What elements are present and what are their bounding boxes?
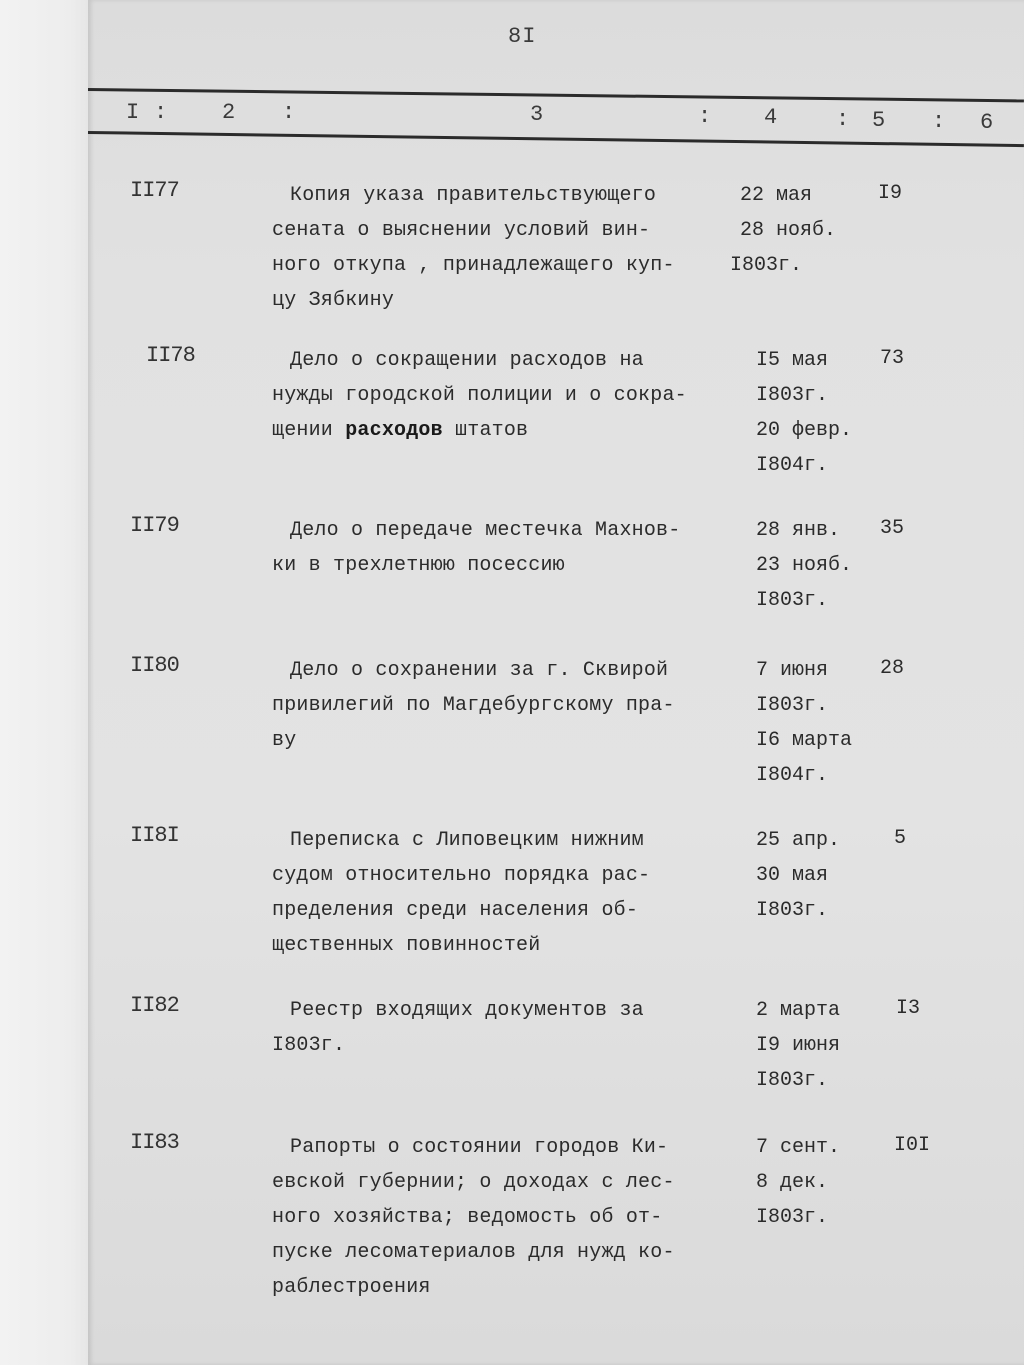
date-line: I803г.: [756, 1206, 829, 1229]
entry-description: [290, 1130, 770, 1165]
entry-sheet-count: 35: [880, 517, 905, 540]
entry-dates: [756, 1130, 896, 1235]
entry-dates: [756, 653, 896, 793]
description-line: Дело о передаче местечка Махнов-: [290, 519, 681, 542]
entry-number: II79: [130, 513, 179, 538]
description-line: Дело о сокращении расходов на: [290, 349, 644, 372]
column-header-5: 5: [872, 108, 886, 133]
entry-number: II83: [130, 1130, 179, 1155]
description-line: Реестр входящих документов за: [290, 999, 644, 1022]
date-line: 7 июня: [756, 659, 829, 682]
date-line: 22 мая: [740, 184, 813, 207]
entry-sheet-count: I3: [896, 997, 921, 1020]
description-line: Копия указа правительствующего: [290, 184, 657, 207]
adjacent-page-edge: [0, 0, 88, 1365]
entry-description-cont: [272, 548, 752, 583]
column-separator: :: [698, 104, 712, 129]
entry-description-cont: [272, 688, 752, 758]
entry-number: II77: [130, 178, 179, 203]
date-line: I803г.: [730, 254, 803, 277]
description-fragment: щении: [272, 419, 334, 442]
description-line: евской губернии; о доходах с лес-: [272, 1171, 675, 1194]
date-line: 20 февр.: [756, 419, 853, 442]
column-separator: :: [932, 109, 946, 134]
entry-dates: [756, 513, 896, 618]
date-line: 28 нояб.: [740, 219, 837, 242]
entry-dates: [756, 823, 896, 928]
date-line: I803г.: [756, 694, 829, 717]
entry-description-cont: [272, 1028, 752, 1063]
date-line: I803г.: [756, 384, 829, 407]
entry-description-cont: [272, 213, 752, 318]
description-line: ки в трехлетнюю посессию: [272, 554, 565, 577]
entry-description: [290, 993, 770, 1028]
entry-sheet-count: 5: [894, 827, 907, 850]
date-line: I803г.: [756, 1069, 829, 1092]
date-line: I6 марта: [756, 729, 853, 752]
date-line: I803г.: [756, 589, 829, 612]
entry-number: II80: [130, 653, 179, 678]
entry-number: II8I: [130, 823, 179, 848]
struck-out-word: расходов: [345, 419, 443, 442]
column-header-4: 4: [764, 105, 778, 130]
entry-sheet-count: 73: [880, 347, 905, 370]
entry-description: [290, 343, 770, 378]
date-line: 8 дек.: [756, 1171, 829, 1194]
column-header-1: I: [126, 100, 140, 125]
description-line: [272, 413, 752, 448]
date-line: I9 июня: [756, 1034, 841, 1057]
description-line: Переписка с Липовецким нижним: [290, 829, 644, 852]
date-line: 2 марта: [756, 999, 841, 1022]
entry-description-cont: [272, 378, 752, 448]
entry-sheet-count: I9: [878, 182, 903, 205]
column-separator: :: [154, 100, 168, 125]
date-line: 25 апр.: [756, 829, 841, 852]
description-line: ного хозяйства; ведомость об от-: [272, 1206, 663, 1229]
column-header-2: 2: [222, 100, 236, 125]
entry-dates: [756, 343, 896, 483]
entry-number: II82: [130, 993, 179, 1018]
description-line: цу Зябкину: [272, 289, 395, 312]
entry-description-cont: [272, 1165, 752, 1305]
description-line: I803г.: [272, 1034, 346, 1057]
column-separator: :: [282, 100, 296, 125]
description-fragment: штатов: [455, 419, 529, 442]
description-line: раблестроения: [272, 1276, 431, 1299]
description-line: привилегий по Магдебургскому пра-: [272, 694, 675, 717]
description-line: нужды городской полиции и о сокра-: [272, 384, 687, 407]
description-line: сената о выяснении условий вин-: [272, 219, 651, 242]
entry-description: [290, 178, 770, 213]
date-line: 28 янв.: [756, 519, 841, 542]
entry-description: [290, 653, 770, 688]
date-line: I803г.: [756, 899, 829, 922]
entry-description: [290, 513, 770, 548]
description-line: Рапорты о состоянии городов Ки-: [290, 1136, 669, 1159]
description-line: щественных повинностей: [272, 934, 541, 957]
entry-description-cont: [272, 858, 752, 963]
entry-number: II78: [146, 343, 195, 368]
description-line: судом относительно порядка рас-: [272, 864, 651, 887]
date-line: I804г.: [756, 764, 829, 787]
column-header-6: 6: [980, 110, 994, 135]
date-line: I5 мая: [756, 349, 829, 372]
description-line: пределения среди населения об-: [272, 899, 639, 922]
description-line: ного откупа , принадлежащего куп-: [272, 254, 675, 277]
description-line: пуске лесоматериалов для нужд ко-: [272, 1241, 675, 1264]
column-separator: :: [836, 107, 850, 132]
date-line: 23 нояб.: [756, 554, 853, 577]
entry-dates: [756, 993, 896, 1098]
entry-dates: [730, 178, 880, 283]
description-line: ву: [272, 729, 297, 752]
column-header-3: 3: [530, 102, 544, 127]
description-line: Дело о сохранении за г. Сквирой: [290, 659, 669, 682]
entry-sheet-count: I0I: [894, 1134, 931, 1157]
entry-sheet-count: 28: [880, 657, 905, 680]
entry-description: [290, 823, 770, 858]
page-number: 8I: [508, 24, 537, 49]
date-line: I804г.: [756, 454, 829, 477]
date-line: 7 сент.: [756, 1136, 841, 1159]
date-line: 30 мая: [756, 864, 829, 887]
